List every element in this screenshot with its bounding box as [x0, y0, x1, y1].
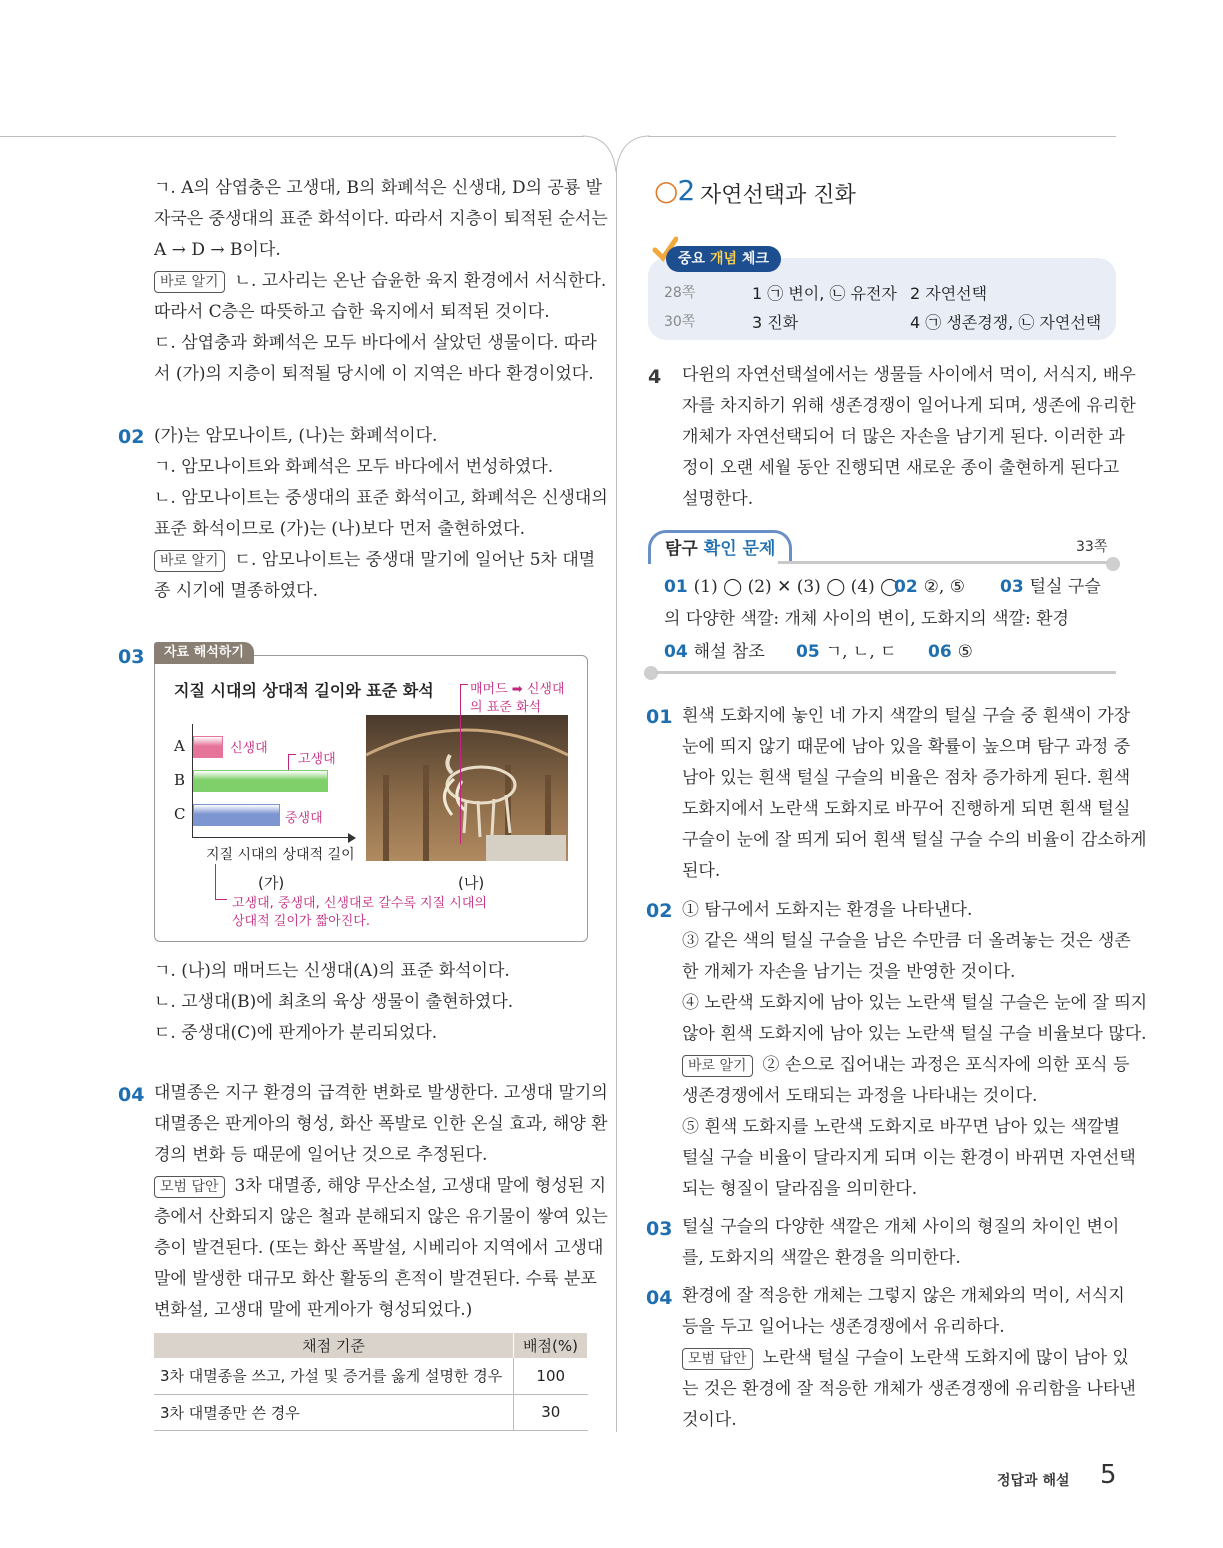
table-cell: 100: [514, 1358, 588, 1394]
answer-item: 03 털실 구슬: [1000, 577, 1101, 597]
text-line: 는 것은 환경에 잘 적응한 개체가 생존경쟁에 유리함을 나타낸: [682, 1379, 1136, 1399]
text-line: 도화지에서 노란색 도화지로 바꾸어 진행하게 되면 흰색 털실: [682, 799, 1131, 819]
table-row: [154, 1358, 588, 1394]
text-line: 바로 알기 ㄴ. 고사리는 온난 습윤한 육지 환경에서 서식한다.: [154, 266, 606, 297]
text-line: 환경에 잘 적응한 개체는 그렇지 않은 개체와의 먹이, 서식지: [682, 1286, 1125, 1306]
text-line: 자를 차지하기 위해 생존경쟁이 일어나게 되며, 생존에 유리한: [682, 396, 1136, 416]
explore-tab: 탐구 확인 문제: [648, 530, 792, 564]
text-line: 모범 답안 노란색 털실 구슬이 노란색 도화지에 많이 남아 있: [682, 1343, 1129, 1374]
text-line: ㄴ. 암모나이트는 중생대의 표준 화석이고, 화폐석은 신생대의: [154, 488, 608, 508]
text-line: 층이 발견된다. (또는 화산 폭발설, 시베리아 지역에서 고생대: [154, 1238, 604, 1258]
figure-title: 지질 시대의 상대적 길이와 표준 화석: [174, 681, 434, 700]
concept-row: 28쪽: [664, 285, 696, 301]
text-line: 않아 흰색 도화지에 남아 있는 노란색 털실 구슬 비율보다 많다.: [682, 1024, 1147, 1044]
page-number: 5: [1100, 1460, 1117, 1490]
text-line: A → D → B이다.: [154, 240, 281, 260]
question-number: 03: [118, 646, 145, 668]
callout-tick: [288, 754, 289, 770]
text-line: 따라서 C층은 따뜻하고 습한 육지에서 퇴적된 것이다.: [154, 302, 550, 322]
text-line: 것이다.: [682, 1410, 737, 1430]
figure-note: 고생대, 중생대, 신생대로 갈수록 지질 시대의: [232, 896, 487, 911]
concept-answer: 3 진화: [752, 313, 799, 332]
section-title: 자연선택과 진화: [700, 183, 856, 208]
text-line: 바로 알기 ② 손으로 집어내는 과정은 포식자에 의한 포식 등: [682, 1050, 1129, 1081]
photo-callout-line: [460, 684, 461, 844]
correction-tag: 바로 알기: [154, 271, 225, 293]
answer-item: 02 ②, ⑤: [894, 577, 965, 597]
table-cell: 3차 대멸종만 쓴 경우: [154, 1394, 514, 1430]
question-number: 02: [118, 426, 145, 448]
text-line: 서 (가)의 지층이 퇴적될 당시에 이 지역은 바다 환경이었다.: [154, 364, 594, 384]
scoring-table: [154, 1333, 588, 1431]
bar-C: [193, 804, 280, 826]
text-line: 등을 두고 일어나는 생존경쟁에서 유리하다.: [682, 1317, 1005, 1337]
text-line: 개체가 자연선택되어 더 많은 자손을 남기게 된다. 이러한 과: [682, 427, 1125, 447]
text-line: ㄷ. 삼엽충과 화폐석은 모두 바다에서 살았던 생물이다. 따라: [154, 333, 597, 353]
text-line: 변화설, 고생대 말에 판게아가 형성되었다.): [154, 1300, 473, 1320]
concept-answer: 2 자연선택: [910, 284, 988, 303]
rule-dot: [1106, 557, 1120, 571]
text-line: 종 시기에 멸종하였다.: [154, 581, 319, 601]
top-rule-left: [0, 136, 584, 137]
bar-B: [193, 770, 328, 792]
answer-item: 의 다양한 색깔: 개체 사이의 변이, 도화지의 색깔: 환경: [664, 609, 1069, 629]
text-line: 된다.: [682, 861, 721, 881]
text-line: 구슬이 눈에 잘 띄게 되어 흰색 털실 구슬 수의 비율이 감소하게: [682, 830, 1147, 850]
photo-caption: 매머드 ➡ 신생대: [470, 682, 565, 697]
callout-tick: [288, 754, 296, 755]
note-connector: [215, 899, 227, 900]
photo-caption: 의 표준 화석: [470, 700, 542, 715]
explore-answers: [648, 530, 1118, 680]
column-divider-curve: [580, 134, 652, 174]
bar-label: 고생대: [298, 752, 336, 767]
text-line: ㄱ. 암모나이트와 화폐석은 모두 바다에서 번성하였다.: [154, 457, 554, 477]
question-number: 4: [648, 366, 662, 388]
text-line: ㄴ. 고생대(B)에 최초의 육상 생물이 출현하였다.: [154, 992, 514, 1012]
concept-check-tab: 중요 개념 체크: [666, 246, 781, 272]
text-line: 한 개체가 자손을 남기는 것을 반영한 것이다.: [682, 962, 1016, 982]
bar-letter: A: [174, 737, 185, 755]
bar-label: 신생대: [230, 741, 268, 756]
text-line: ㄱ. A의 삼엽충은 고생대, B의 화폐석은 신생대, D의 공룡 발: [154, 178, 603, 198]
text-line: 바로 알기 ㄷ. 암모나이트는 중생대 말기에 일어난 5차 대멸: [154, 545, 595, 576]
answer-item: 05 ㄱ, ㄴ, ㄷ: [796, 642, 897, 662]
bar-letter: B: [174, 771, 186, 789]
text-line: 층에서 산화되지 않은 철과 분해되지 않은 유기물이 쌓여 있는: [154, 1207, 608, 1227]
text-line: 모범 답안 3차 대멸종, 해양 무산소설, 고생대 말에 형성된 지: [154, 1171, 606, 1202]
correction-tag: 바로 알기: [154, 550, 225, 572]
figure-note: 상대적 길이가 짧아진다.: [232, 914, 370, 929]
answer-item: 01 (1) ◯ (2) ✕ (3) ◯ (4) ◯: [664, 577, 900, 597]
data-analysis-tab: 자료 해석하기: [154, 642, 254, 664]
question-number: 01: [646, 706, 673, 728]
section-number: ○2: [654, 174, 695, 207]
text-line: 표준 화석이므로 (가)는 (나)보다 먼저 출현하였다.: [154, 519, 525, 539]
text-line: 경의 변화 등 때문에 일어난 것으로 추정된다.: [154, 1145, 488, 1165]
text-line: ㄷ. 중생대(C)에 판게아가 분리되었다.: [154, 1023, 438, 1043]
answer-item: 06 ⑤: [928, 642, 973, 662]
top-rule-right: [648, 136, 1116, 137]
bar-label: 중생대: [285, 811, 323, 826]
axis-arrow-icon: [348, 833, 356, 843]
footer-label: 정답과 해설: [997, 1473, 1070, 1489]
text-line: 대멸종은 판게아의 형성, 화산 폭발로 인한 온실 효과, 해양 환: [154, 1114, 608, 1134]
table-header: 채점 기준: [154, 1333, 514, 1358]
text-line: 자국은 중생대의 표준 화석이다. 따라서 지층이 퇴적된 순서는: [154, 209, 608, 229]
figure-label-ga: (가): [258, 874, 285, 892]
page-ref: 33쪽: [1076, 539, 1108, 555]
question-number: 04: [646, 1287, 673, 1309]
text-line: ㄱ. (나)의 매머드는 신생대(A)의 표준 화석이다.: [154, 961, 510, 981]
question-number: 02: [646, 900, 673, 922]
text-line: 를, 도화지의 색깔은 환경을 의미한다.: [682, 1248, 961, 1268]
text-line: ④ 노란색 도화지에 남아 있는 노란색 털실 구슬은 눈에 잘 띄지: [682, 993, 1148, 1013]
text-line: 생존경쟁에서 도태되는 과정을 나타내는 것이다.: [682, 1086, 1038, 1106]
note-connector: [215, 864, 216, 900]
question-number: 04: [118, 1084, 145, 1106]
correction-tag: 바로 알기: [682, 1055, 753, 1077]
mammoth-fossil-photo: [366, 715, 568, 861]
text-line: 흰색 도화지에 놓인 네 가지 색깔의 털실 구슬 중 흰색이 가장: [682, 706, 1131, 726]
table-cell: 3차 대멸종을 쓰고, 가설 및 증거를 옳게 설명한 경우: [154, 1358, 514, 1394]
text-line: 다윈의 자연선택설에서는 생물들 사이에서 먹이, 서식지, 배우: [682, 365, 1136, 385]
explore-rule: [778, 561, 1110, 564]
concept-answer: 1 ㉠ 변이, ㉡ 유전자: [752, 284, 897, 303]
figure-label-na: (나): [458, 874, 485, 892]
text-line: 대멸종은 지구 환경의 급격한 변화로 발생한다. 고생대 말기의: [154, 1083, 608, 1103]
explore-rule: [656, 671, 1116, 674]
bar-chart: [192, 724, 352, 838]
axis-label: 지질 시대의 상대적 길이: [206, 847, 355, 863]
chart-x-axis: [192, 837, 350, 838]
text-line: 설명한다.: [682, 489, 754, 509]
answer-item: 04 해설 참조: [664, 642, 765, 662]
concept-answer: 4 ㉠ 생존경쟁, ㉡ 자연선택: [910, 313, 1102, 332]
text-line: 털실 구슬의 다양한 색깔은 개체 사이의 형질의 차이인 변이: [682, 1217, 1120, 1237]
text-line: 남아 있는 흰색 털실 구슬의 비율은 점차 증가하게 된다. 흰색: [682, 768, 1131, 788]
question-number: 03: [646, 1218, 673, 1240]
text-line: ③ 같은 색의 털실 구슬을 남은 수만큼 더 올려놓는 것은 생존: [682, 931, 1131, 951]
text-line: ① 탐구에서 도화지는 환경을 나타낸다.: [682, 900, 973, 920]
table-cell: 30: [514, 1394, 588, 1430]
concept-row: 30쪽: [664, 314, 696, 330]
text-line: 말에 발생한 대규모 화산 활동의 흔적이 발견된다. 수륙 분포: [154, 1269, 597, 1289]
text-line: 털실 구슬 비율이 달라지게 되며 이는 환경이 바뀌면 자연선택: [682, 1148, 1136, 1168]
model-answer-tag: 모범 답안: [154, 1176, 225, 1198]
column-divider: [616, 170, 617, 1432]
text-line: ⑤ 흰색 도화지를 노란색 도화지로 바꾸면 남아 있는 색깔별: [682, 1117, 1120, 1137]
text-line: (가)는 암모나이트, (나)는 화폐석이다.: [154, 426, 438, 446]
text-line: 정이 오랜 세월 동안 진행되면 새로운 종이 출현하게 된다고: [682, 458, 1120, 478]
photo-callout-line: [460, 684, 468, 685]
text-line: 눈에 띄지 않기 때문에 남아 있을 확률이 높으며 탐구 과정 중: [682, 737, 1131, 757]
bar-A: [193, 736, 223, 758]
table-header: 배점(%): [514, 1333, 588, 1358]
text-line: 되는 형질이 달라짐을 의미한다.: [682, 1179, 918, 1199]
model-answer-tag: 모범 답안: [682, 1348, 753, 1370]
bar-letter: C: [174, 805, 186, 823]
table-row: [154, 1394, 588, 1430]
